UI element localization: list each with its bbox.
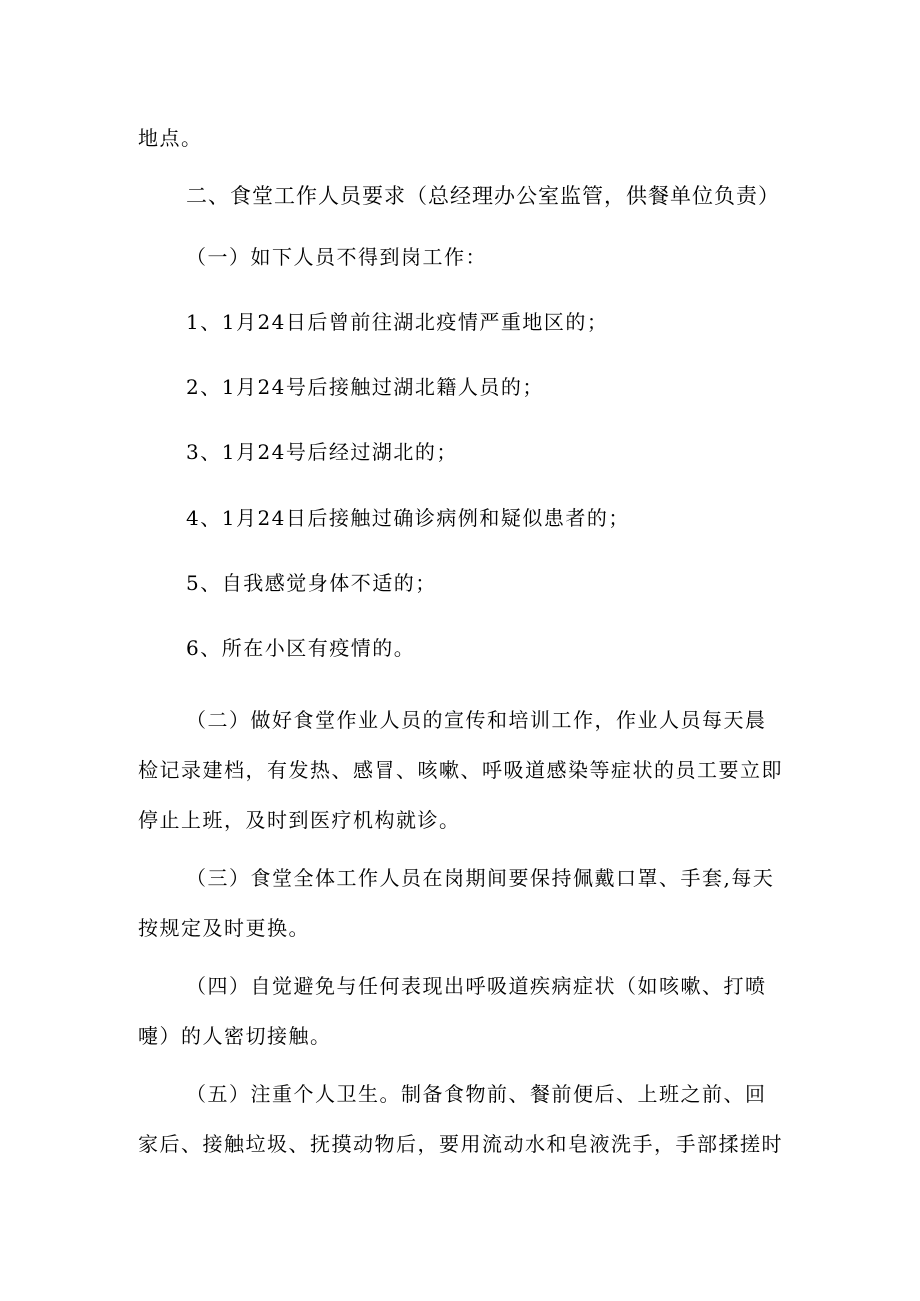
section-heading-canteen-staff: 二、食堂工作人员要求（总经理办公室监管，供餐单位负责） — [186, 184, 780, 208]
paragraph-2-line-2: 检记录建档，有发热、感冒、咳嗽、呼吸道感染等症状的员工要立即 — [138, 758, 783, 782]
paragraph-3-line-1: （三）食堂全体工作人员在岗期间要保持佩戴口罩、手套,每天 — [186, 866, 775, 890]
list-item-1: 1、1月24日后曾前往湖北疫情严重地区的； — [186, 310, 609, 334]
subsection-heading-1: （一）如下人员不得到岗工作： — [186, 245, 487, 269]
list-item-2: 2、1月24号后接触过湖北籍人员的； — [186, 375, 544, 399]
paragraph-5-line-1: （五）注重个人卫生。制备食物前、餐前便后、上班之前、回 — [186, 1082, 767, 1106]
paragraph-4-line-1: （四）自觉避免与任何表现出呼吸道疾病症状（如咳嗽、打喷 — [186, 974, 767, 998]
text-line-continuation: 地点。 — [138, 126, 203, 150]
list-item-3: 3、1月24号后经过湖北的； — [186, 440, 458, 464]
paragraph-2-line-3: 停止上班，及时到医疗机构就诊。 — [138, 808, 461, 832]
list-item-4: 4、1月24日后接触过确诊病例和疑似患者的； — [186, 506, 630, 530]
paragraph-4-line-2: 嚏）的人密切接触。 — [138, 1024, 332, 1048]
paragraph-5-line-2: 家后、接触垃圾、抚摸动物后，要用流动水和皂液洗手，手部揉搓时 — [138, 1132, 783, 1156]
paragraph-3-line-2: 按规定及时更换。 — [138, 916, 310, 940]
list-item-6: 6、所在小区有疫情的。 — [186, 636, 416, 660]
paragraph-2-line-1: （二）做好食堂作业人员的宣传和培训工作，作业人员每天晨 — [186, 708, 767, 732]
list-item-5: 5、自我感觉身体不适的； — [186, 571, 437, 595]
